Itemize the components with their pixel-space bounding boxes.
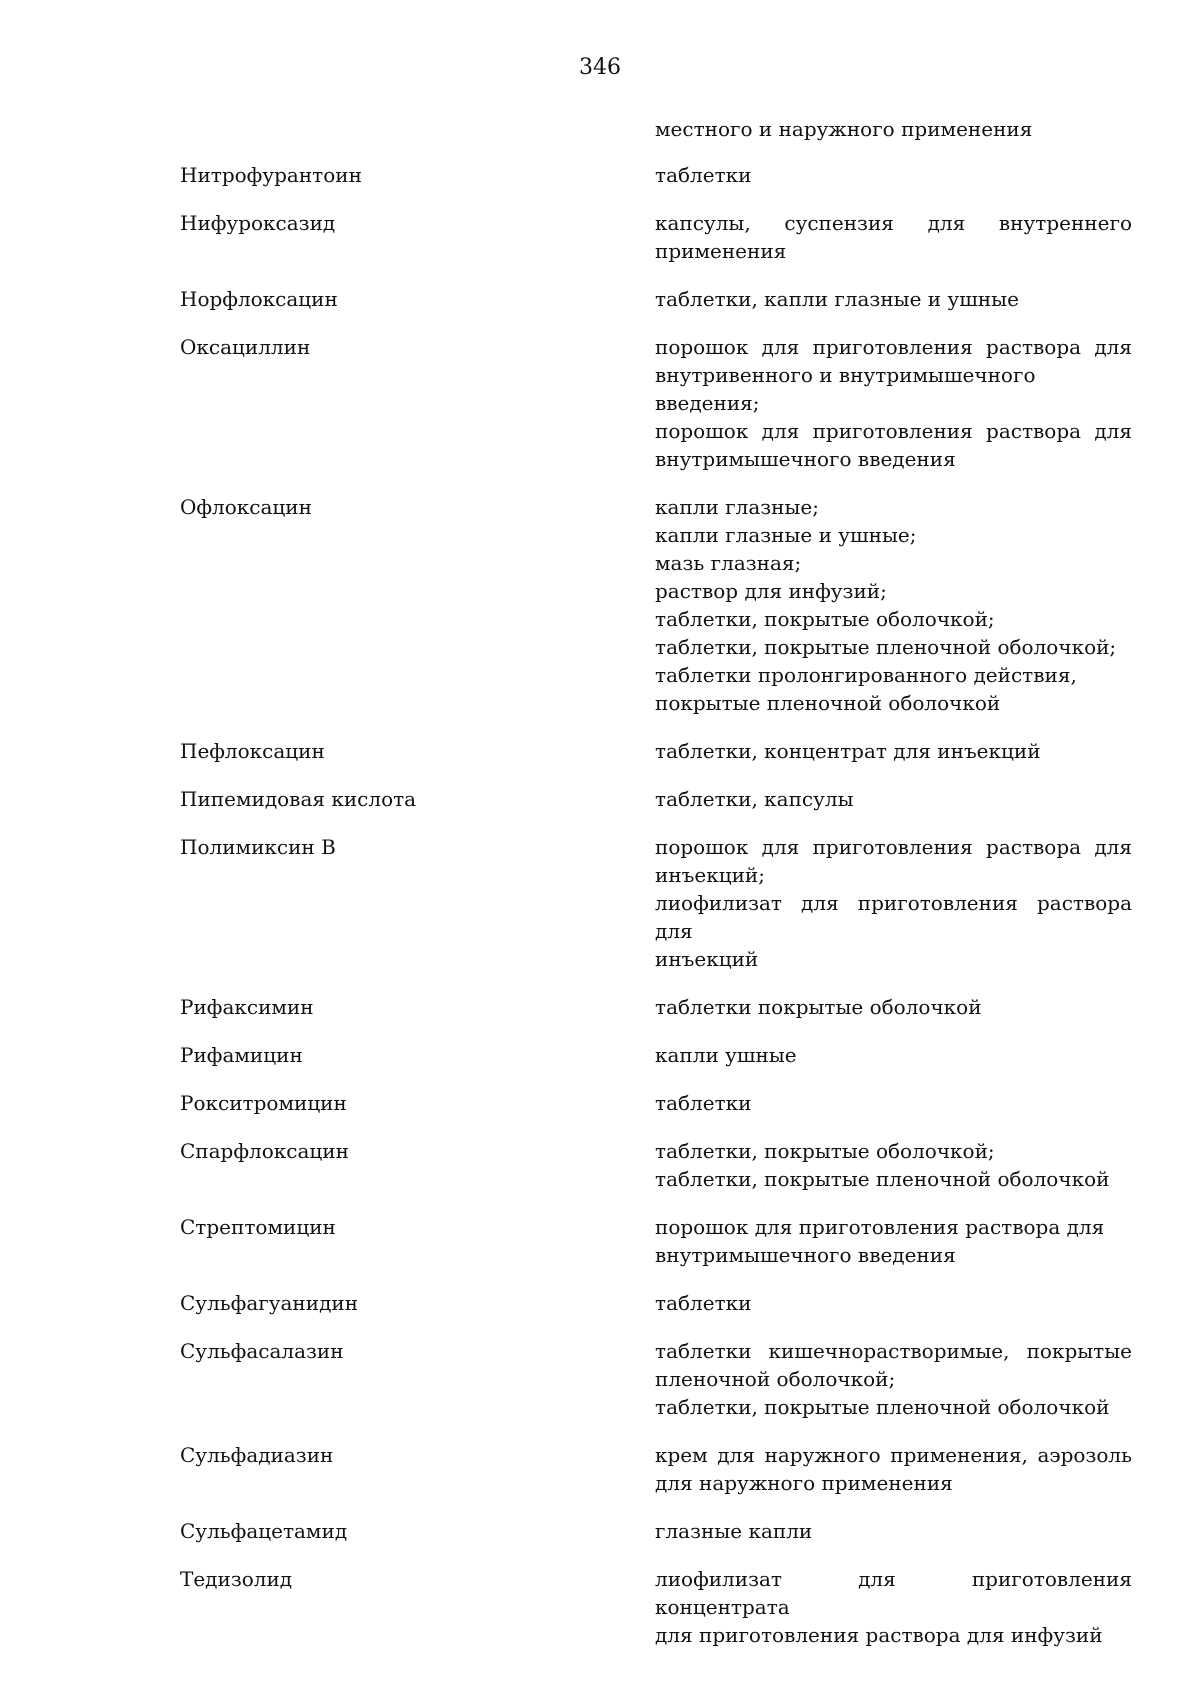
drug-name: Пефлоксацин	[180, 739, 325, 763]
dosage-form-line: глазные капли	[655, 1519, 813, 1543]
dosage-forms	[655, 1517, 1132, 1545]
drug-name: Нифуроксазид	[180, 211, 336, 235]
dosage-form-line: капли глазные;	[655, 495, 819, 519]
drug-row	[0, 1289, 1200, 1317]
drug-name: Полимиксин В	[180, 835, 336, 859]
drug-row	[0, 1041, 1200, 1069]
drug-row	[0, 1089, 1200, 1117]
dosage-forms	[655, 285, 1132, 313]
dosage-form-line: для наружного применения	[655, 1471, 953, 1495]
dosage-form-line: крем для наружного применения, аэрозоль	[655, 1443, 1132, 1467]
dosage-form-line: покрытые пленочной оболочкой	[655, 691, 1001, 715]
drug-row	[0, 737, 1200, 765]
drug-row	[0, 1137, 1200, 1193]
drug-row	[0, 209, 1200, 265]
dosage-forms	[655, 1137, 1132, 1193]
dosage-form-line: пленочной оболочкой;	[655, 1367, 896, 1391]
dosage-forms	[655, 1565, 1132, 1649]
drug-name: Оксациллин	[180, 335, 311, 359]
drug-name: Офлоксацин	[180, 495, 312, 519]
page-number: 346	[579, 55, 621, 80]
dosage-form-line: раствор для инфузий;	[655, 579, 887, 603]
dosage-form-line: капли ушные	[655, 1043, 797, 1067]
dosage-forms	[655, 1213, 1132, 1269]
drug-name: Тедизолид	[180, 1567, 293, 1591]
drug-name: Стрептомицин	[180, 1215, 336, 1239]
dosage-form-line: таблетки, капсулы	[655, 787, 854, 811]
dosage-form-line: для приготовления раствора для инфузий	[655, 1623, 1103, 1647]
drug-name: Рифаксимин	[180, 995, 314, 1019]
dosage-form-line: капли глазные и ушные;	[655, 523, 917, 547]
drug-row	[0, 285, 1200, 313]
drug-row	[0, 493, 1200, 717]
dosage-form-line: таблетки, капли глазные и ушные	[655, 287, 1019, 311]
dosage-form-line: инъекций;	[655, 863, 765, 887]
drug-row	[0, 1565, 1200, 1649]
dosage-forms	[655, 115, 1132, 143]
dosage-forms	[655, 833, 1132, 973]
drug-row	[0, 833, 1200, 973]
dosage-form-line: лиофилизат для приготовления концентрата	[655, 1567, 1132, 1619]
drug-name: Нитрофурантоин	[180, 163, 362, 187]
dosage-forms	[655, 493, 1132, 717]
drug-row	[0, 785, 1200, 813]
dosage-form-line: таблетки, покрытые оболочкой;	[655, 1139, 995, 1163]
dosage-forms	[655, 1441, 1132, 1497]
drug-row	[0, 1441, 1200, 1497]
dosage-form-line: порошок для приготовления раствора для	[655, 335, 1132, 359]
dosage-form-line: таблетки, покрытые пленочной оболочкой	[655, 1167, 1110, 1191]
drug-name: Спарфлоксацин	[180, 1139, 349, 1163]
dosage-forms	[655, 737, 1132, 765]
dosage-form-line: таблетки	[655, 1091, 752, 1115]
drug-row	[0, 333, 1200, 473]
dosage-form-line: порошок для приготовления раствора для	[655, 419, 1132, 443]
dosage-form-line: таблетки	[655, 1291, 752, 1315]
drug-row	[0, 1337, 1200, 1421]
dosage-form-line: порошок для приготовления раствора для	[655, 835, 1132, 859]
dosage-form-line: внутримышечного введения	[655, 1243, 956, 1267]
drug-row	[0, 1517, 1200, 1545]
drug-name: Сульфацетамид	[180, 1519, 348, 1543]
dosage-forms	[655, 1089, 1132, 1117]
dosage-form-line: местного и наружного применения	[655, 117, 1033, 141]
dosage-forms	[655, 209, 1132, 265]
drug-name: Пипемидовая кислота	[180, 787, 417, 811]
drug-row	[0, 161, 1200, 189]
drug-row	[0, 993, 1200, 1021]
dosage-form-line: таблетки	[655, 163, 752, 187]
dosage-form-line: таблетки, покрытые пленочной оболочкой	[655, 1395, 1110, 1419]
drug-row	[0, 115, 1200, 143]
dosage-form-line: таблетки покрытые оболочкой	[655, 995, 982, 1019]
dosage-form-line: капсулы, суспензия для внутреннего	[655, 211, 1132, 235]
dosage-form-line: таблетки, концентрат для инъекций	[655, 739, 1041, 763]
dosage-form-line: инъекций	[655, 947, 759, 971]
dosage-forms	[655, 161, 1132, 189]
dosage-form-line: лиофилизат для приготовления раствора для	[655, 891, 1132, 943]
dosage-form-line: внутримышечного введения	[655, 447, 956, 471]
dosage-form-line: мазь глазная;	[655, 551, 802, 575]
dosage-forms	[655, 785, 1132, 813]
dosage-forms	[655, 1041, 1132, 1069]
drug-name: Сульфасалазин	[180, 1339, 344, 1363]
drug-name: Норфлоксацин	[180, 287, 338, 311]
dosage-form-line: таблетки кишечнорастворимые, покрытые	[655, 1339, 1132, 1363]
dosage-forms	[655, 333, 1132, 473]
dosage-form-line: внутривенного и внутримышечного введения;	[655, 363, 1036, 415]
dosage-form-line: порошок для приготовления раствора для	[655, 1215, 1105, 1239]
drug-name	[0, 115, 655, 143]
dosage-form-line: таблетки пролонгированного действия,	[655, 663, 1077, 687]
drug-list	[0, 115, 1200, 1669]
dosage-forms	[655, 993, 1132, 1021]
drug-row	[0, 1213, 1200, 1269]
dosage-form-line: таблетки, покрытые оболочкой;	[655, 607, 995, 631]
drug-name: Сульфагуанидин	[180, 1291, 359, 1315]
drug-name: Рифамицин	[180, 1043, 303, 1067]
drug-name: Рокситромицин	[180, 1091, 347, 1115]
dosage-forms	[655, 1337, 1132, 1421]
drug-name: Сульфадиазин	[180, 1443, 334, 1467]
dosage-form-line: таблетки, покрытые пленочной оболочкой;	[655, 635, 1117, 659]
dosage-forms	[655, 1289, 1132, 1317]
dosage-form-line: применения	[655, 239, 787, 263]
